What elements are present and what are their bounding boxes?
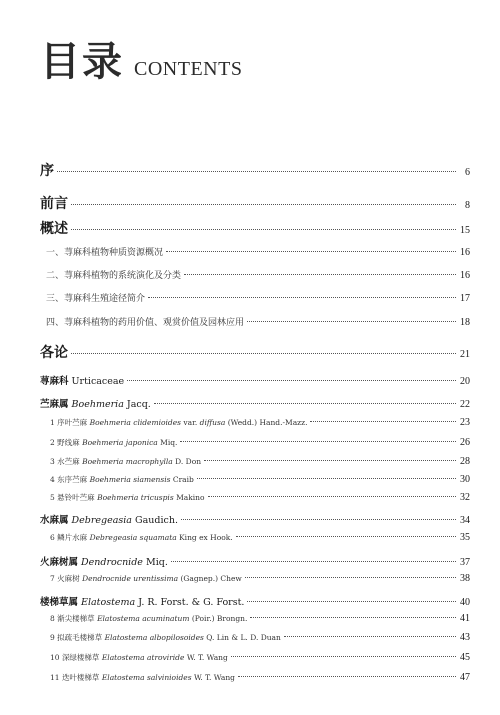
entry-label [40, 554, 168, 568]
page-number: 21 [460, 349, 470, 360]
toc-entry-genus[interactable] [40, 554, 470, 568]
toc-entry-species[interactable] [40, 613, 470, 624]
latin-name: Boehmeria macrophylla [82, 457, 173, 466]
page-number: 23 [460, 417, 470, 428]
dot-leader [127, 380, 456, 381]
entry-label [50, 573, 242, 584]
page-number: 38 [460, 573, 470, 584]
latin-name: Dendrocnide [81, 557, 143, 568]
latin-name: Dendrocnide urentissima [82, 574, 179, 583]
page-number: 45 [460, 652, 470, 663]
chinese-name: 东序苎麻 [57, 475, 88, 484]
page-number: 35 [460, 532, 470, 543]
dot-leader [166, 251, 456, 252]
author-name: Jacq. [126, 399, 151, 410]
author-name: Craib [172, 475, 194, 484]
chinese-name: 野线麻 [57, 438, 80, 447]
page-number: 18 [460, 317, 470, 328]
entry-label [50, 652, 228, 663]
author-name: Miq. [160, 438, 178, 447]
author-name: W. T. Wang [193, 673, 235, 682]
toc-entry-species[interactable] [40, 532, 470, 543]
dot-leader [250, 617, 456, 618]
author-name: W. T. Wang [186, 653, 228, 662]
toc-entry-sub[interactable] [40, 291, 470, 304]
latin-name: Elatostema salvinioides [101, 673, 192, 682]
page-number: 17 [460, 293, 470, 304]
page-number: 43 [460, 632, 470, 643]
toc-entry-species[interactable] [40, 417, 470, 428]
page-number: 37 [460, 557, 470, 568]
toc-entry-species[interactable] [40, 492, 470, 503]
dot-leader [197, 478, 456, 479]
toc-entry-species[interactable] [40, 672, 470, 683]
dot-leader [247, 601, 456, 602]
dot-leader [154, 403, 456, 404]
page-number: 32 [460, 492, 470, 503]
toc-entry-species[interactable] [40, 474, 470, 485]
dot-leader [208, 496, 456, 497]
dot-leader [238, 676, 456, 677]
chinese-name: 苎麻属 [40, 399, 69, 410]
latin-name: Boehmeria [71, 399, 124, 410]
latin-name: Elatostema acuminatum [97, 614, 190, 623]
entry-label [50, 456, 201, 467]
dot-leader [231, 656, 456, 657]
toc-entry-sub[interactable] [40, 245, 470, 258]
author-name: Gaudich. [135, 515, 178, 526]
entry-label: 一、荨麻科植物种质资源概况 [46, 248, 164, 258]
entry-label: 二、荨麻科植物的系统演化及分类 [46, 271, 182, 281]
latin-name: Debregeasia [71, 515, 132, 526]
chinese-name: 鳞片水麻 [57, 533, 88, 542]
entry-label [50, 492, 205, 503]
entry-number: 11 [50, 673, 60, 682]
entry-label [50, 632, 281, 643]
dot-leader [71, 204, 456, 205]
dot-leader [171, 561, 456, 562]
latin-name: Urticaceae [71, 376, 125, 387]
author-name: Q. Lin & L. D. Duan [206, 633, 281, 642]
entry-label: 前言 [40, 196, 68, 212]
dot-leader [284, 636, 456, 637]
dot-leader [247, 321, 456, 322]
entry-label [40, 396, 151, 410]
chinese-name: 迭叶楼梯草 [61, 673, 100, 682]
dot-leader [181, 519, 456, 520]
latin-name: Elatostema atroviride [101, 653, 185, 662]
toc-entry-main[interactable] [40, 342, 470, 362]
toc-entry-species[interactable] [40, 437, 470, 448]
entry-label: 概述 [40, 221, 68, 237]
author-name: (Wedd.) Hand.-Mazz. [227, 418, 308, 427]
page-number: 28 [460, 456, 470, 467]
dot-leader [57, 171, 456, 172]
dot-leader [245, 577, 456, 578]
page-number: 6 [465, 167, 470, 178]
entry-number: 9 [50, 633, 55, 642]
page-number: 22 [460, 399, 470, 410]
latin-name: Boehmeria clidemioides [89, 418, 181, 427]
toc-entry-family[interactable] [40, 373, 470, 387]
chinese-name: 火麻树属 [40, 557, 79, 568]
page-number: 40 [460, 597, 470, 608]
page-number: 16 [460, 247, 470, 258]
chinese-name: 火麻树 [57, 574, 80, 583]
entry-label [50, 417, 307, 428]
entry-label: 四、荨麻科植物的药用价值、观赏价值及园林应用 [46, 318, 245, 328]
title-chinese: 目录 [40, 38, 124, 85]
toc-entry-main[interactable] [40, 193, 470, 213]
toc-entry-species[interactable] [40, 652, 470, 663]
page-number: 8 [465, 200, 470, 211]
chinese-name: 水苎麻 [57, 457, 80, 466]
chinese-name: 渐尖楼梯草 [57, 614, 95, 623]
entry-number: 3 [50, 457, 55, 466]
toc-entry-main[interactable] [40, 160, 470, 180]
latin-name: diffusa [199, 418, 226, 427]
latin-name: Boehmeria siamensis [89, 475, 171, 484]
page-number: 26 [460, 437, 470, 448]
latin-name: Elatostema [81, 597, 136, 608]
latin-name: Debregeasia squamata [89, 533, 177, 542]
chinese-name: 序叶苎麻 [57, 418, 88, 427]
dot-leader [148, 297, 456, 298]
author-name: D. Don [175, 457, 202, 466]
toc-entry-genus[interactable] [40, 594, 470, 608]
dot-leader [310, 421, 456, 422]
page-number: 20 [460, 376, 470, 387]
dot-leader [236, 536, 456, 537]
latin-name: Elatostema albopilosoides [104, 633, 204, 642]
toc-entry-species[interactable] [40, 573, 470, 584]
page-number: 16 [460, 270, 470, 281]
entry-label [50, 672, 235, 683]
entry-number: 5 [50, 493, 55, 502]
title-english: CONTENTS [134, 58, 243, 80]
entry-label [40, 512, 178, 526]
latin-name: Boehmeria tricuspis [97, 493, 174, 502]
dot-leader [71, 229, 456, 230]
entry-number: 1 [50, 418, 55, 427]
dot-leader [71, 353, 456, 354]
toc-entry-species[interactable] [40, 632, 470, 643]
toc-entry-genus[interactable] [40, 396, 470, 410]
toc-entry-sub[interactable] [40, 315, 470, 328]
chinese-name: 深绿楼梯草 [61, 653, 100, 662]
entry-label: 序 [40, 163, 54, 179]
author-name: J. R. Forst. & G. Forst. [138, 597, 245, 608]
entry-number: 2 [50, 438, 55, 447]
entry-number: 6 [50, 533, 55, 542]
author-name: Makino [176, 493, 205, 502]
entry-label [40, 373, 124, 387]
chinese-name: 水麻属 [40, 515, 69, 526]
author-name: var. [183, 418, 198, 427]
entry-number: 4 [50, 475, 55, 484]
entry-number: 10 [50, 653, 60, 662]
chinese-name: 楼梯草属 [40, 597, 79, 608]
dot-leader [184, 274, 456, 275]
author-name: Miq. [145, 557, 168, 568]
author-name: (Gagnep.) Chew [180, 574, 242, 583]
author-name: King ex Hook. [179, 533, 233, 542]
page-number: 47 [460, 672, 470, 683]
toc-entry-main[interactable] [40, 218, 470, 238]
entry-label: 三、荨麻科生殖途径简介 [46, 294, 146, 304]
page-number: 30 [460, 474, 470, 485]
toc-entry-genus[interactable] [40, 512, 470, 526]
chinese-name: 悬铃叶苎麻 [57, 493, 95, 502]
chinese-name: 荨麻科 [40, 376, 69, 387]
dot-leader [180, 441, 456, 442]
page-number: 41 [460, 613, 470, 624]
entry-label [50, 532, 233, 543]
entry-label [50, 437, 177, 448]
latin-name: Boehmeria japonica [82, 438, 158, 447]
author-name: (Poir.) Brongn. [191, 614, 248, 623]
entry-label [50, 613, 247, 624]
toc-entry-species[interactable] [40, 456, 470, 467]
entry-number: 7 [50, 574, 55, 583]
entry-label [40, 594, 244, 608]
page-number: 15 [460, 225, 470, 236]
entry-label [50, 474, 194, 485]
page-header [40, 30, 242, 87]
dot-leader [204, 460, 456, 461]
entry-label: 各论 [40, 345, 68, 361]
toc-entry-sub[interactable] [40, 268, 470, 281]
page-number: 34 [460, 515, 470, 526]
entry-number: 8 [50, 614, 55, 623]
chinese-name: 拟疏毛楼梯草 [57, 633, 103, 642]
